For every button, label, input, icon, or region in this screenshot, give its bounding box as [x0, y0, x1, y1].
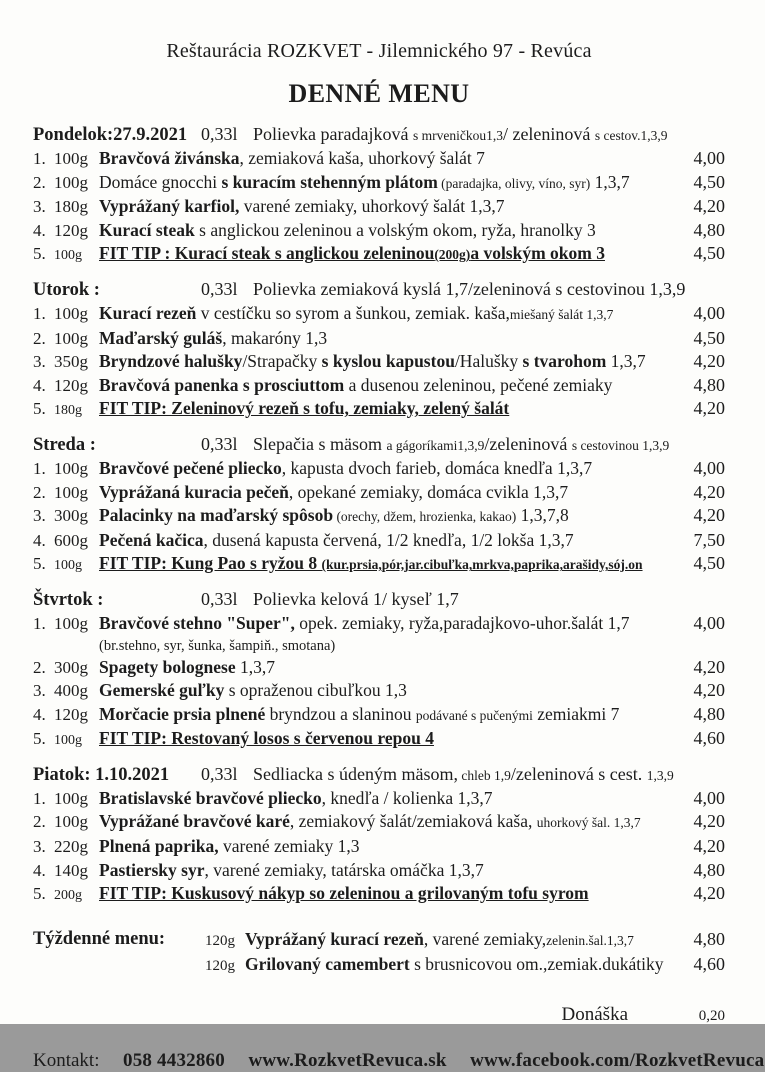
item-number: 2. — [33, 657, 46, 677]
item-text — [99, 350, 673, 373]
item-weight: 100g — [54, 613, 88, 633]
menu-item-row — [33, 481, 725, 505]
text-segment: Slepačia s mäsom — [253, 433, 387, 454]
text-segment: uhorkový šal. 1,3,7 — [536, 815, 641, 831]
item-text — [99, 171, 673, 196]
text-segment: Bratislavské bravčové pliecko — [99, 787, 322, 808]
soup-volume: 0,33l — [201, 588, 238, 609]
text-segment: /Halušky — [454, 351, 523, 372]
item-text — [99, 504, 673, 529]
contact-facebook: www.facebook.com/RozkvetRevuca — [470, 1049, 765, 1071]
item-number: 4. — [33, 375, 46, 395]
text-segment: Bravčové stehno "Super", — [99, 612, 295, 633]
item-weight: 100g — [54, 248, 82, 264]
menu-item-row — [33, 529, 725, 553]
text-segment: Morčacie prsia plnené — [99, 703, 266, 724]
text-segment: , kapusta dvoch farieb, domáca knedľa 1,3,7 — [281, 457, 593, 478]
item-number: 3. — [33, 352, 46, 372]
item-weight: 300g — [54, 506, 88, 526]
text-segment: Kurací rezeň — [99, 302, 197, 323]
item-number: 2. — [33, 812, 46, 832]
text-segment: FIT TIP: Restovaný losos s červenou repou 4 — [99, 728, 434, 749]
item-number: 2. — [33, 328, 46, 348]
item-price: 4,20 — [693, 351, 725, 372]
menu-days — [33, 123, 725, 908]
item-text — [99, 327, 673, 350]
item-text — [99, 703, 673, 728]
text-segment: Bravčová živánska — [99, 148, 240, 168]
item-weight: 400g — [54, 681, 88, 701]
text-segment: Pastiersky syr — [99, 859, 205, 880]
menu-item-row — [33, 171, 725, 196]
item-price: 4,20 — [693, 836, 725, 857]
contact-phone: 058 4432860 — [123, 1049, 225, 1071]
soup-description — [253, 588, 459, 611]
item-text — [99, 552, 673, 577]
menu-item-row — [33, 835, 725, 859]
item-price: 4,50 — [693, 327, 725, 348]
item-number: 4. — [33, 530, 46, 550]
soup-description — [253, 433, 669, 457]
weekly-menu-label: Týždenné menu: — [33, 928, 166, 949]
item-weight: 120g — [54, 220, 88, 240]
text-segment: Vyprážaný kurací rezeň — [245, 928, 424, 949]
text-segment: , zemiakový šalát/zemiaková kaša, — [289, 811, 537, 832]
text-segment: s kyslou kapustou — [321, 351, 455, 372]
day-section — [33, 588, 725, 753]
item-weight: 100g — [54, 788, 88, 808]
item-weight: 180g — [54, 197, 88, 217]
menu-item-row — [33, 552, 725, 578]
item-weight: 120g — [54, 704, 88, 724]
item-text — [99, 835, 673, 858]
item-weight: 120g — [205, 932, 235, 949]
delivery-label: Donáška — [561, 1003, 628, 1025]
text-segment: s opraženou cibuľkou 1,3 — [224, 680, 407, 701]
item-text — [99, 374, 673, 397]
item-weight: 350g — [54, 352, 88, 372]
text-segment: (paradajka, olivy, víno, syr) — [437, 175, 591, 191]
contact-label: Kontakt: — [33, 1049, 100, 1071]
text-segment: Sedliacka s údeným mäsom, — [253, 763, 458, 784]
day-header — [33, 433, 725, 457]
item-number: 5. — [33, 554, 46, 574]
item-price: 4,50 — [693, 243, 725, 264]
item-text — [99, 656, 673, 679]
menu-item-row — [33, 859, 725, 883]
text-segment: Bravčové pečené pliecko — [99, 457, 282, 478]
item-price: 4,20 — [693, 398, 725, 419]
item-subline: (br.stehno, syr, šunka, šampiň., smotana) — [99, 637, 336, 654]
item-price: 4,80 — [693, 374, 725, 395]
item-price: 4,00 — [693, 148, 725, 168]
text-segment: zemiakmi 7 — [532, 703, 620, 724]
item-text — [245, 928, 673, 952]
text-segment: Palacinky na maďarský spôsob — [99, 505, 334, 526]
item-weight: 100g — [54, 458, 88, 478]
day-header — [33, 123, 725, 147]
item-number: 4. — [33, 860, 46, 880]
item-text — [99, 612, 673, 635]
text-segment: Gemerské guľky — [99, 680, 225, 701]
menu-item-row — [33, 374, 725, 398]
soup-description — [253, 123, 668, 147]
text-segment: /zeleninová s cest. — [510, 763, 647, 784]
item-number: 1. — [33, 149, 46, 168]
item-number: 4. — [33, 704, 46, 724]
text-segment: zelenin.šal.1,3,7 — [546, 932, 634, 948]
item-weight: 600g — [54, 530, 88, 550]
item-number: 5. — [33, 729, 46, 749]
soup-volume: 0,33l — [201, 124, 238, 144]
text-segment: Pečená kačica — [99, 529, 204, 550]
item-text — [99, 882, 673, 905]
text-segment: s anglickou zeleninou a volským okom, ryža, hranolky 3 — [194, 219, 596, 240]
item-price: 4,00 — [693, 787, 725, 808]
delivery-row — [33, 1004, 725, 1026]
text-segment: FIT TIP: Zeleninový rezeň s tofu, zemiaky, zelený šalát — [99, 398, 510, 419]
weekly-menu-row — [205, 953, 725, 978]
soup-description — [253, 763, 674, 787]
menu-item-row — [33, 195, 725, 219]
menu-item-row — [33, 656, 725, 680]
item-text — [99, 195, 673, 218]
text-segment: , opekané zemiaky, domáca cvikla 1,3,7 — [288, 481, 569, 502]
day-header — [33, 278, 725, 302]
text-segment: FIT TIP: Kuskusový nákyp so zeleninou a grilovaným tofu syrom — [99, 883, 589, 904]
soup-description — [253, 278, 685, 301]
item-text — [99, 859, 673, 882]
item-price: 4,80 — [693, 859, 725, 880]
weekly-menu-section — [33, 928, 725, 978]
item-number: 1. — [33, 788, 46, 808]
contact-website: www.RozkvetRevuca.sk — [248, 1049, 447, 1071]
item-text — [99, 219, 673, 242]
text-segment: Grilovaný camembert — [245, 953, 410, 974]
menu-item-row — [33, 457, 725, 481]
text-segment: Polievka zemiaková kyslá 1,7/zeleninová s cestovinou 1,3,9 — [253, 278, 686, 299]
item-weight: 100g — [54, 812, 88, 832]
menu-item-row — [33, 612, 725, 636]
soup-volume: 0,33l — [201, 433, 238, 454]
weekly-menu-row — [205, 928, 725, 953]
text-segment: 1,3,7 — [235, 656, 275, 677]
item-price: 7,50 — [693, 529, 725, 550]
item-weight: 180g — [54, 403, 82, 419]
menu-item-row — [33, 302, 725, 327]
item-weight: 140g — [54, 860, 88, 880]
text-segment: Bryndzové halušky — [99, 351, 243, 372]
item-text — [99, 397, 673, 420]
item-text — [99, 810, 673, 835]
text-segment: , makaróny 1,3 — [222, 327, 328, 348]
text-segment: s mrveničkou1,3 — [412, 128, 503, 143]
item-price: 4,20 — [693, 680, 725, 701]
item-weight: 100g — [54, 303, 88, 323]
text-segment: Bravčová panenka s prosciuttom — [99, 374, 345, 395]
item-number: 2. — [33, 172, 46, 192]
text-segment: Vyprážaná kuracia pečeň — [99, 481, 289, 502]
item-text — [99, 787, 673, 810]
item-weight: 100g — [54, 149, 88, 168]
item-weight: 100g — [54, 733, 82, 749]
text-segment: a volským okom 3 — [470, 243, 605, 264]
item-number: 5. — [33, 399, 46, 419]
text-segment: , knedľa / kolienka 1,3,7 — [321, 787, 493, 808]
item-number: 1. — [33, 613, 46, 633]
item-weight: 120g — [54, 375, 88, 395]
text-segment: s cestovinou 1,3,9 — [571, 437, 670, 453]
text-segment: Spagety bolognese — [99, 656, 236, 677]
text-segment: 1,3,7 — [590, 171, 630, 192]
item-weight: 220g — [54, 837, 88, 857]
text-segment: /zeleninová — [484, 433, 572, 454]
item-number: 2. — [33, 482, 46, 502]
item-price: 4,20 — [693, 883, 725, 904]
item-number: 3. — [33, 837, 46, 857]
item-price: 4,20 — [693, 656, 725, 677]
item-price: 4,20 — [693, 196, 725, 217]
day-name: Piatok: 1.10.2021 — [33, 764, 170, 785]
text-segment: s cestov.1,3,9 — [594, 128, 668, 143]
text-segment: , varené zemiaky, tatárska omáčka 1,3,7 — [204, 859, 484, 880]
item-text — [99, 679, 673, 702]
day-header — [33, 763, 725, 787]
text-segment: , zemiaková kaša, uhorkový šalát 7 — [239, 148, 485, 168]
item-weight: 200g — [54, 888, 82, 904]
item-weight: 100g — [54, 558, 82, 574]
item-price: 4,00 — [693, 302, 725, 323]
text-segment: varené zemiaky, uhorkový šalát 1,3,7 — [239, 196, 505, 217]
item-number: 3. — [33, 681, 46, 701]
soup-volume: 0,33l — [201, 278, 238, 299]
menu-item-row — [33, 810, 725, 835]
item-number: 3. — [33, 506, 46, 526]
text-segment: s kuracím stehenným plátom — [221, 171, 438, 192]
day-section — [33, 763, 725, 908]
day-name: Štvrtok : — [33, 589, 104, 610]
item-price: 4,00 — [693, 457, 725, 478]
text-segment: (orechy, džem, hrozienka, kakao) — [333, 509, 517, 525]
weekly-menu-rows — [205, 928, 725, 978]
text-segment: , dusená kapusta červená, 1/2 knedľa, 1/2 lokša 1,3,7 — [203, 529, 574, 550]
item-price: 4,80 — [693, 928, 725, 949]
menu-item-row — [33, 504, 725, 529]
text-segment: (kur.prsia,pór,jar.cibuľka,mrkva,paprika,arašidy,sój.on — [321, 557, 643, 573]
text-segment: s tvarohom — [522, 351, 607, 372]
item-text — [99, 457, 673, 480]
text-segment: /Strapačky — [242, 351, 322, 372]
soup-volume: 0,33l — [201, 763, 238, 784]
item-weight: 100g — [54, 482, 88, 502]
delivery-price: 0,20 — [698, 1007, 725, 1024]
item-weight: 300g — [54, 657, 88, 677]
text-segment: 1,3,7 — [606, 351, 646, 372]
item-number: 1. — [33, 458, 46, 478]
item-text — [99, 727, 673, 750]
text-segment: Polievka kelová 1/ kyseľ 1,7 — [253, 588, 459, 609]
item-text — [99, 481, 673, 504]
item-text — [245, 953, 673, 976]
text-segment: 1,3,7,8 — [516, 505, 569, 526]
text-segment: Kurací steak — [99, 219, 195, 240]
restaurant-name: Reštaurácia ROZKVET - Jilemnického 97 - Revúca — [166, 40, 592, 62]
text-segment: 1,3,9 — [646, 767, 674, 783]
item-price: 4,60 — [693, 728, 725, 749]
item-weight: 120g — [205, 957, 235, 974]
item-price: 4,80 — [693, 219, 725, 240]
page-title: DENNÉ MENU — [288, 79, 470, 108]
menu-item-row — [33, 397, 725, 423]
day-section — [33, 123, 725, 268]
menu-item-row — [33, 703, 725, 728]
day-name: Streda : — [33, 434, 96, 455]
contact-row — [33, 1049, 765, 1072]
day-section — [33, 433, 725, 578]
item-number: 1. — [33, 303, 46, 323]
text-segment: Domáce gnocchi — [99, 171, 222, 192]
item-weight: 100g — [54, 328, 88, 348]
menu-item-row — [33, 882, 725, 908]
text-segment: miešaný šalát 1,3,7 — [509, 306, 614, 322]
item-price: 4,80 — [693, 703, 725, 724]
item-price: 4,60 — [693, 953, 725, 974]
day-header — [33, 588, 725, 612]
text-segment: / zeleninová — [502, 124, 595, 144]
text-segment: bryndzou a slaninou — [265, 703, 416, 724]
item-price: 4,50 — [693, 553, 725, 574]
day-name: Utorok : — [33, 279, 100, 300]
text-segment: v cestíčku so syrom a šunkou, zemiak. kaša, — [196, 302, 510, 323]
text-segment: Polievka paradajková — [253, 124, 413, 144]
day-name: Pondelok:27.9.2021 — [33, 125, 188, 145]
item-price: 4,00 — [693, 612, 725, 633]
text-segment: a dusenou zeleninou, pečené zemiaky — [344, 374, 613, 395]
item-text — [99, 302, 673, 327]
text-segment: chleb 1,9 — [457, 767, 511, 783]
text-segment: , varené zemiaky, — [423, 928, 547, 949]
menu-item-row — [33, 219, 725, 243]
item-number: 5. — [33, 244, 46, 264]
text-segment: Vyprážané bravčové karé — [99, 811, 290, 832]
text-segment: opek. zemiaky, ryža,paradajkovo-uhor.šalát 1,7 — [294, 612, 630, 633]
item-text — [99, 242, 673, 267]
text-segment: FIT TIP : Kurací steak s anglickou zeleninou — [99, 243, 435, 264]
menu-item-row — [33, 147, 725, 171]
item-price: 4,20 — [693, 811, 725, 832]
text-segment: FIT TIP: Kung Pao s ryžou 8 — [99, 553, 322, 574]
item-price: 4,20 — [693, 505, 725, 526]
item-text — [99, 147, 673, 170]
item-weight: 100g — [54, 172, 88, 192]
menu-item-row — [33, 350, 725, 374]
menu-item-row — [33, 679, 725, 703]
menu-item-row — [33, 787, 725, 811]
item-number: 3. — [33, 197, 46, 217]
day-section — [33, 278, 725, 423]
item-number: 5. — [33, 884, 46, 904]
text-segment: s brusnicovou om.,zemiak.dukátiky — [409, 953, 664, 974]
item-text — [99, 529, 673, 552]
text-segment: podávané s pučenými — [415, 707, 533, 723]
menu-item-row — [33, 327, 725, 351]
text-segment: (200g) — [434, 247, 471, 263]
item-number: 4. — [33, 220, 46, 240]
text-segment: a gágoríkami1,3,9 — [386, 437, 485, 453]
item-price: 4,20 — [693, 481, 725, 502]
text-segment: Maďarský guláš — [99, 327, 223, 348]
text-segment: Plnená paprika, — [99, 836, 219, 857]
text-segment: Vyprážaný karfiol, — [99, 196, 240, 217]
menu-item-row — [33, 242, 725, 268]
menu-item-row — [33, 727, 725, 753]
item-price: 4,50 — [693, 171, 725, 192]
text-segment: varené zemiaky 1,3 — [218, 836, 360, 857]
